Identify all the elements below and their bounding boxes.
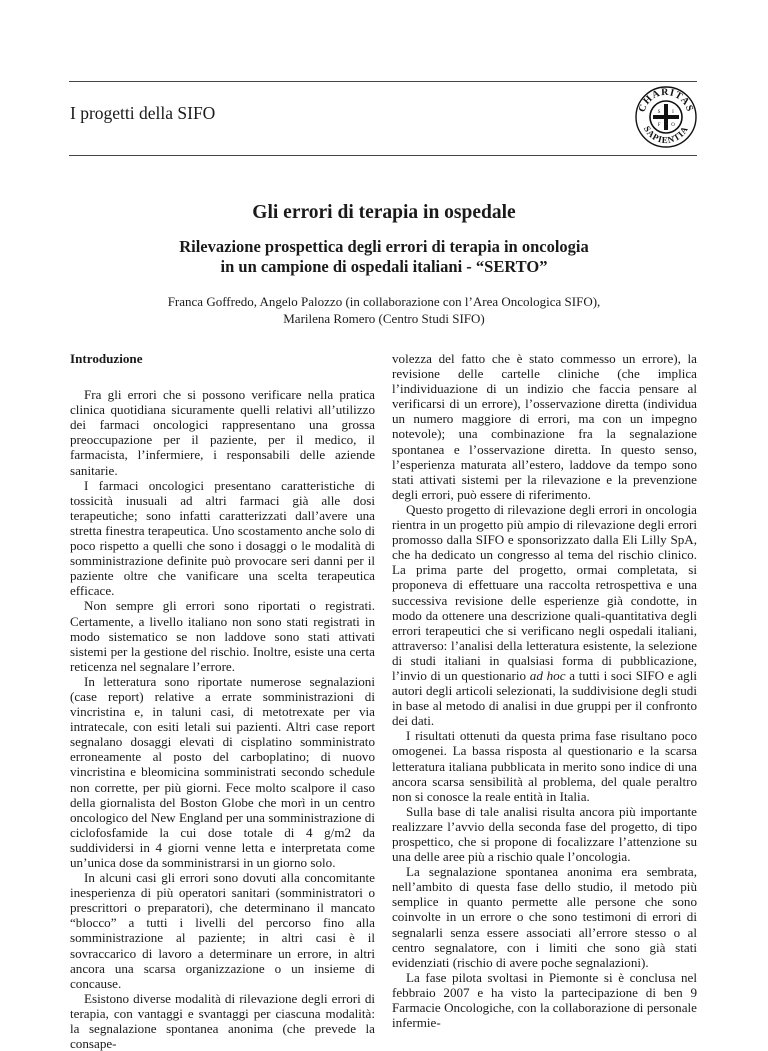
paragraph-text: a tutti i soci SIFO e agli autori degli articoli selezionati, la suddivisione degli studi in base al metodo di analisi in due gruppi per il confronto dei dati.	[392, 667, 697, 729]
body-paragraph: I farmaci oncologici presentano caratteristiche di tossicità inusuali ad altri farmaci già alle dosi terapeutiche; sono infatti caratterizzati dall’avere una stretta finestra terapeutica. Uno scostamento anche solo di poco rispetto a quelli che sono i dosaggi o le modalità di somministrazione definite può provocare seri danni per il paziente oltre che vanificare una scelta terapeutica efficace.	[70, 477, 375, 599]
body-paragraph: In letteratura sono riportate numerose segnalazioni (case report) relative a errate somministrazioni di vincristina e, in taluni casi, di metotrexate per via intratecale, con esiti letali sui pazienti. Altri case report segnalano dosaggi elevati di cisplatino somministrato erroneamente al posto del carboplatino; di nuovo vincristina e bleomicina somministrati secondo schedule non corrette, per più giorni. Fece molto scalpore il caso della giornalista del Boston Globe che morì in un centro oncologico del New England per una somministrazione di ciclofosfamide la cui dose totale di 4 g/m2 da suddividersi in 4 giorni venne letta e interpretata come un’unica dose da somministrarsi in un giorno solo.	[70, 673, 375, 870]
header-bottom-rule	[69, 155, 697, 156]
body-paragraph	[392, 502, 697, 728]
svg-text:S: S	[657, 110, 661, 115]
charitas-sapientia-seal-icon	[634, 85, 698, 149]
svg-text:F: F	[657, 123, 661, 128]
body-paragraph: Fra gli errori che si possono verificare nella pratica clinica quotidiana sicuramente quelli relativi all’utilizzo dei farmaci oncologici rappresentano una grossa preoccupazione per il paziente, per il medico, il farmacista, l’infermiere, i responsabili delle aziende sanitarie.	[70, 387, 375, 478]
body-paragraph: La segnalazione spontanea anonima era sembrata, nell’ambito di questa fase dello studio, il metodo più semplice in quanto permette alle persone che sono coinvolte in un errore o che sono testimoni di errori di segnalarli senza essere associati all’errore stesso o al centro segnalatore, con i limiti che sono già stati evidenziati (rischio di avere poche segnalazioni).	[392, 864, 697, 970]
article-title: Gli errori di terapia in ospedale	[252, 202, 516, 223]
body-paragraph: Non sempre gli errori sono riportati o registrati. Certamente, a livello italiano non sono stati registrati in modo sistematico se non laddove sono stati attivati sistemi per la gestione del rischio. Inoltre, esiste una certa reticenza nel segnalare l’errore.	[70, 598, 375, 674]
subtitle-line: in un campione di ospedali italiani - “SERTO”	[220, 257, 548, 276]
body-column-right	[392, 351, 697, 1030]
article-authors	[0, 294, 768, 327]
seal-bottom-text: SAPIENTIA	[641, 124, 691, 146]
body-paragraph: Sulla base di tale analisi risulta ancora più importante realizzare l’avvio della seconda fase del progetto, di tipo prospettico, che si propone di focalizzare l’attenzione su una delle aree più a rischio quale l’oncologia.	[392, 803, 697, 865]
author-line: Franca Goffredo, Angelo Palozzo (in collaborazione con l’Area Oncologica SIFO),	[167, 294, 601, 309]
body-paragraph-continued: volezza del fatto che è stato commesso un errore), la revisione delle cartelle cliniche (che implica l’individuazione di un indizio che faccia pensare al verificarsi di un errore), l’osservazione diretta (individua un numero maggiore di errori, ma con un impegno notevole); una combinazione fra la segnalazione spontanea e l’osservazione diretta. In questo senso, l’esperienza maturata all’estero, laddove da tempo sono stati attivati sistemi per la rilevazione e la prevenzione degli errori, può essere di riferimento.	[392, 351, 697, 502]
body-paragraph: In alcuni casi gli errori sono dovuti alla concomitante inesperienza di più operatori sanitari (somministratori o prescrittori o preparatori), che determinano il mancato “blocco” a tutti i livelli del percorso fino alla somministrazione al paziente; in altri casi è il sovraccarico di lavoro a determinare un errore, in altri ancora una scarsa organizzazione o un insieme di concause.	[70, 870, 375, 991]
paragraph-text: Questo progetto di rilevazione degli errori in oncologia rientra in un progetto più ampio di rilevazione degli errori promosso dalla SIFO e sponsorizzato dalla Eli Lilly SpA, che ha dedicato un congresso al tema del rischio clinico. La prima parte del progetto, ormai completata, si proponeva di effettuare una raccolta retrospettiva e una successiva revisione delle esperienze già condotte, in modo da ottenere una descrizione quali-quantitativa degli errori terapeutici che si verificano negli ospedali italiani, attraverso: l’analisi della letteratura esistente, la selezione di studi italiani in qualsiasi forma di pubblicazione, l’invio di un questionario	[392, 501, 697, 683]
seal-top-text: CHARITAS	[636, 86, 696, 114]
body-paragraph: Esistono diverse modalità di rilevazione degli errori di terapia, con vantaggi e svantaggi per ciascuna modalità: la segnalazione spontanea anonima (che prevede la consape-	[70, 990, 375, 1051]
author-line: Marilena Romero (Centro Studi SIFO)	[283, 310, 485, 326]
header-top-rule	[69, 81, 697, 82]
section-heading: Introduzione	[70, 351, 143, 366]
body-paragraph: I risultati ottenuti da questa prima fase risultano poco omogenei. La bassa risposta al questionario e la scarsa letteratura italiana pubblicata in merito sono indice di una ancora scarsa sensibilità al problema, del quale peraltro non si conosce la reale entità in Italia.	[392, 728, 697, 804]
article-subtitle	[0, 237, 768, 277]
body-paragraph: La fase pilota svoltasi in Piemonte si è conclusa nel febbraio 2007 e ha visto la partecipazione di ben 9 Farmacie Oncologiche, con la collaborazione di personale infermie-	[392, 969, 697, 1031]
section-label: I progetti della SIFO	[70, 103, 216, 123]
italic-term: ad hoc	[529, 667, 566, 683]
svg-text:I: I	[672, 110, 674, 115]
body-column-left	[70, 351, 375, 1051]
svg-text:O: O	[671, 123, 675, 128]
subtitle-line: Rilevazione prospettica degli errori di terapia in oncologia	[179, 237, 589, 256]
